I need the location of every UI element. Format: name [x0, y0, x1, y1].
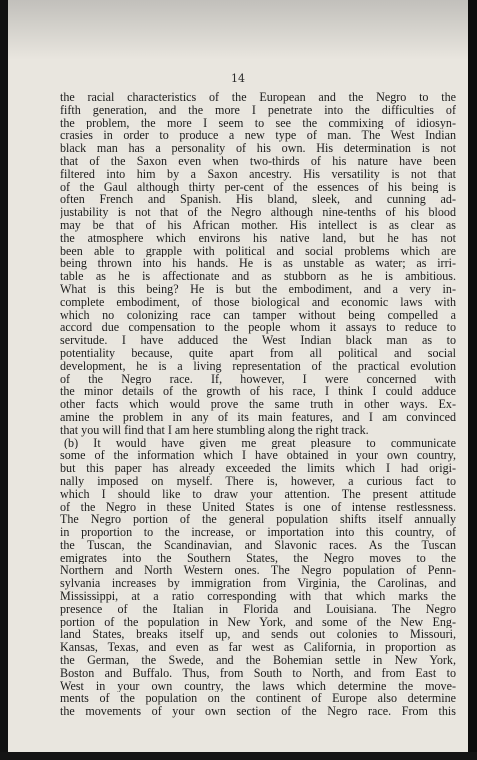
text-line: of the Negro in these United States is one of intense restlessness.: [60, 500, 456, 514]
text-line: servitude. I have adduced the West Indian black man as to: [60, 334, 456, 347]
text-line: amine the problem in any of its main features, and I am convinced: [60, 410, 456, 424]
text-line: Kansas, Texas, and even as far west as California, in proportion as: [60, 641, 456, 655]
scan-border-left: [0, 0, 8, 760]
body-text: [60, 91, 456, 718]
text-line: (b) It would have given me great pleasure to communicate: [64, 436, 456, 450]
text-line: crasies in order to produce a new type of man. The West Indian: [60, 129, 456, 143]
text-line: nally imposed on myself. There is, however, a curious fact to: [60, 474, 456, 488]
text-line: some of the information which I have obtained in your own country,: [60, 449, 456, 463]
text-line: sylvania increases by immigration from Virginia, the Carolinas, and: [60, 577, 456, 591]
text-line: portion of the population in New York, and some of the New Eng-: [60, 615, 456, 629]
text-line: the problem, the more I seem to see the commixing of idiosyn-: [60, 116, 456, 130]
text-line: being thrown into his hands. He is as unstable as water; as irri-: [60, 257, 456, 271]
text-line: the minor details of the growth of his race, I think I could adduce: [60, 385, 456, 399]
text-line: often French and Spanish. His bland, sleek, and cunning ad-: [60, 193, 456, 207]
text-line: justability is not that of the Negro although nine-tenths of his blood: [60, 206, 456, 219]
text-line: development, he is a living representation of the practical evolution: [60, 359, 456, 373]
text-line: Boston and Buffalo. Thus, from South to North, and from East to: [60, 666, 456, 680]
text-line: the Tuscan, the Scandinavian, and Slavonic races. As the Tuscan: [60, 538, 456, 552]
page-number: 14: [231, 72, 245, 85]
text-line: other facts which would prove the same truth in other ways. Ex-: [60, 398, 456, 411]
text-line: but this paper has already exceeded the limits which I had origi-: [60, 462, 456, 475]
scan-border-right: [468, 0, 477, 760]
text-line: which I should like to draw your attention. The present attitude: [60, 487, 456, 501]
book-page: [8, 0, 468, 752]
text-line: Mississippi, at a ratio corresponding with that which marks the: [60, 590, 456, 603]
text-line: of the Negro race. If, however, I were concerned with: [60, 372, 456, 386]
text-line: of the Gaul although thirty per-cent of the essences of his being is: [60, 180, 456, 194]
text-line: presence of the Italian in Florida and Louisiana. The Negro: [60, 602, 456, 616]
text-line: ments of the population on the continent of Europe also determine: [60, 692, 456, 706]
text-line: been able to grapple with political and social problems which are: [60, 244, 456, 258]
text-line: accord due compensation to the people whom it assays to reduce to: [60, 321, 456, 335]
text-line: The Negro portion of the general population shifts itself annually: [60, 513, 456, 527]
text-line: filtered into him by a Saxon ancestry. His versatility is not that: [60, 167, 456, 181]
text-line: fifth generation, and the more I penetrate into the difficulties of: [60, 103, 456, 117]
text-line: that of the Saxon even when two-thirds of his nature have been: [60, 154, 456, 168]
text-line: table as he is affectionate and as stubborn as he is ambitious.: [60, 270, 456, 283]
text-line: emigrates into the Southern States, the Negro moves to the: [60, 551, 456, 565]
text-line: the atmosphere which environs his native land, but he has not: [60, 231, 456, 245]
scan-border-bottom: [0, 752, 477, 760]
text-line: the German, the Swede, and the Bohemian settle in New York,: [60, 654, 456, 667]
text-line: What is this being? He is but the embodiment, and a very in-: [60, 282, 456, 296]
text-line: potentiality because, quite apart from all political and social: [60, 346, 456, 360]
text-line: may be that of his African mother. His intellect is as clear as: [60, 218, 456, 232]
text-line: which no colonizing race can tamper without being compelled a: [60, 308, 456, 322]
text-line: the racial characteristics of the European and the Negro to the: [60, 91, 456, 104]
text-line: complete embodiment, of those biological and economic laws with: [60, 295, 456, 309]
text-line: the movements of your own section of the Negro race. From this: [60, 705, 456, 719]
text-line: black man has a personality of his own. His determination is not: [60, 142, 456, 155]
text-line: land States, breaks itself up, and sends out colonies to Missouri,: [60, 628, 456, 642]
text-line: in proportion to the increase, or importation into this country, of: [60, 526, 456, 539]
text-line: Northern and North Western ones. The Negro population of Penn-: [60, 564, 456, 578]
text-line: West in your own country, the laws which determine the move-: [60, 679, 456, 693]
text-line: that you will find that I am here stumbling along the right track.: [60, 423, 369, 437]
